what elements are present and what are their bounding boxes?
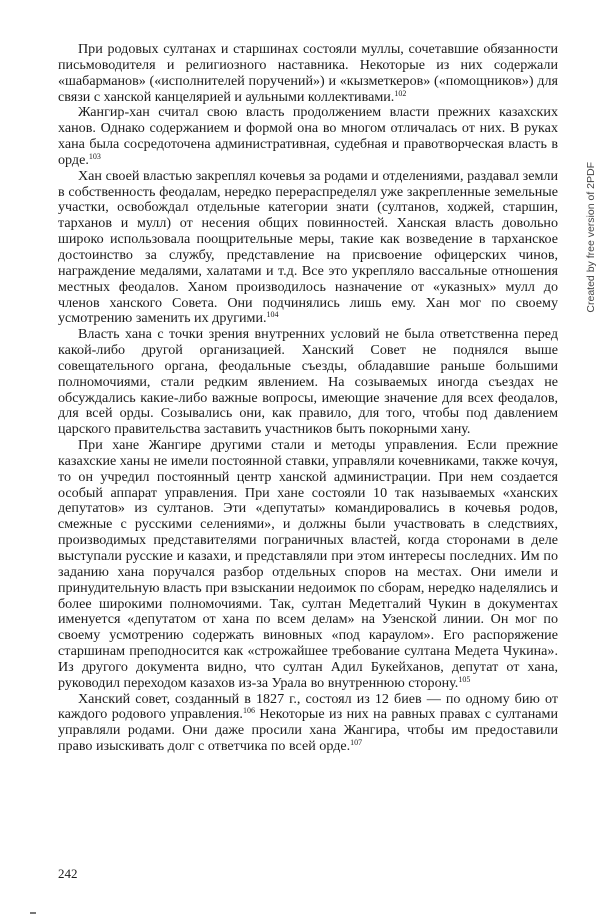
- paragraph-5-text: При хане Жангире другими стали и методы управления. Если прежние казахские ханы не имели постоянной ставки, управляли кочевниками, также кочуя, то он учредил постоянный центр ханской администрации. При нем создается особый аппарат управления. При хане состояли 10 так называемых «ханских депутатов» из султанов. Эти «депутаты» командировались в кочевья родов, смежные с русскими селениями», и должны были участвовать в следствиях, производимых представителями пограничных властей, когда сторонами в деле выступали русские и казахи, и представляли при этом интересы последних. Им по заданию хана поручался разбор отдельных споров на местах. Они имели и принудительную власть при взыскании недоимок по сборам, нередко наделялись и более широкими полномочиями. Так, султан Медетгалий Чукин в документах именуется «депутатом от хана по всем делам» на Узенской линии. Он мог по своему усмотрению содержать виновных «под караулом». Его распоряжение старшинам преподносится как «строжайшее требование султана Медета Чукина». Из другого документа видно, что султан Адил Букейханов, депутат от хана, руководил переходом казахов из-за Урала во внутреннюю сторону.: [58, 437, 558, 691]
- paragraph-3: [58, 169, 558, 327]
- paragraph-6: [58, 692, 558, 755]
- paragraph-6-tail: Некоторые из них на равных правах с султанами управляли родами. Они даже просили хана Жангира, чтобы им предоставили право изыскивать долг с ответчика по всей орде.: [58, 706, 558, 755]
- watermark-text: Created by free version of 2PDF: [585, 162, 597, 313]
- page-number: 242: [58, 866, 78, 881]
- footnote-ref-103: 103: [88, 151, 101, 161]
- paragraph-1: [58, 42, 558, 105]
- footnote-ref-106: 106: [242, 706, 255, 716]
- footnote-ref-105: 105: [458, 674, 471, 684]
- page-body: [58, 42, 558, 755]
- footnote-ref-102: 102: [394, 88, 407, 98]
- footnote-ref-104: 104: [266, 310, 279, 320]
- paragraph-6-text: Ханский совет, созданный в 1827 г., состоял из 12 биев — по одному бию от каждого родового управления.: [58, 690, 558, 723]
- paragraph-4: [58, 327, 558, 438]
- paragraph-4-text: Власть хана с точки зрения внутренних условий не была ответственна перед какой-либо другой организацией. Ханский Совет не поднялся выше совещательного органа, феодальные съезды, обладавшие раньше большими полномочиями, стали редким явлением. На созываемых иногда съездах не обсуждались какие-либо важные вопросы, имеющие значение для всех феодалов, для всей орды. Созывались они, как правило, для того, чтобы под давлением царского правительства заставить участников быть покорными хану.: [58, 326, 558, 438]
- paragraph-2: [58, 105, 558, 168]
- paragraph-2-text: Жангир-хан считал свою власть продолжением власти прежних казахских ханов. Однако содержанием и формой она во многом отличалась от них. В руках хана была сосредоточена административная, судебная и правотворческая власть в орде.: [58, 104, 558, 168]
- footnote-ref-107: 107: [350, 738, 363, 748]
- scan-artifact: [30, 912, 36, 914]
- paragraph-1-text: При родовых султанах и старшинах состояли муллы, сочетавшие обязанности письмоводителя и религиозного наставника. Некоторые из них содержали «шабарманов» («исполнителей поручений») и «кызметкеров» («помощников») для связи с ханской канцелярией и аульными коллективами.: [58, 41, 558, 105]
- paragraph-3-text: Хан своей властью закреплял кочевья за родами и отделениями, раздавал земли в собственность феодалам, нередко перераспределял уже закрепленные земельные участки, освобождал отдельные категории знати (султанов, ходжей, старшин, тарханов и мулл) от несения общих повинностей. Ханская власть довольно широко использовала поощрительные меры, такие как возведение в тарханское достоинство за службу, представление на присвоение офицерских чинов, награждение медалями, халатами и т.д. Все это укрепляло вассальные отношения местных феодалов. Ханом производилось назначение от «указных» мулл до членов ханского Совета. Они подчинялись лишь ему. Хан мог по своему усмотрению заменить их другими.: [58, 167, 558, 327]
- paragraph-5: [58, 438, 558, 692]
